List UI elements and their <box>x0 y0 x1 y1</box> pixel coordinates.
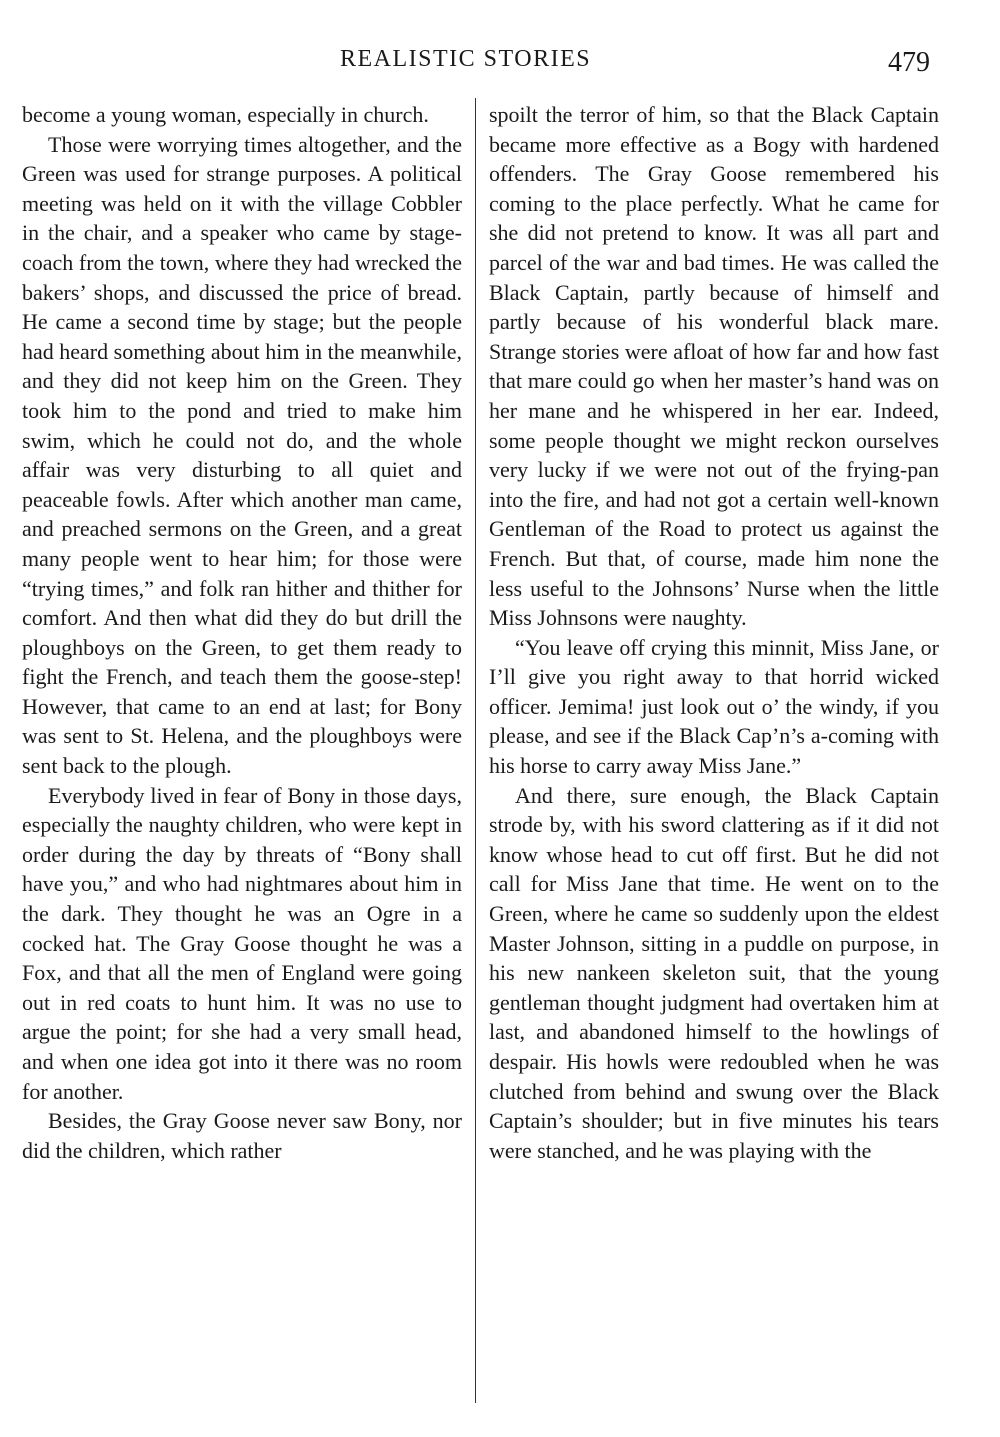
page-number: 479 <box>888 47 930 78</box>
right-column <box>489 100 939 1165</box>
column-divider <box>475 98 476 1403</box>
running-head <box>0 44 1000 84</box>
right-paragraph-2: “You leave off crying this minnit, Miss Jane, or I’ll give you right away to that horrid wicked officer. Jemima! just look out o’ the windy, if you please, and see if the Black Cap’n’s a-coming with his horse to carry away Miss Jane.” <box>489 634 939 779</box>
left-paragraph-4: Besides, the Gray Goose never saw Bony, nor did the children, which rather <box>22 1108 462 1163</box>
running-title: REALISTIC STORIES <box>340 46 592 72</box>
left-paragraph-3: Everybody lived in fear of Bony in those days, especially the naughty children, who were kept in order during the day by threats of “Bony shall have you,” and who had nightmares about him in the dark. They thought he was an Ogre in a cocked hat. The Gray Goose thought he was a Fox, and that all the men of England were going out in red coats to hunt him. It was no use to argue the point; for she had a very small head, and when one idea got into it there was no room for another. <box>22 782 462 1104</box>
right-paragraph-1: spoilt the terror of him, so that the Black Captain became more effective as a Bogy with hardened offenders. The Gray Goose remembered his coming to the place perfectly. What he came for she did not pretend to know. It was all part and parcel of the war and bad times. He was called the Black Captain, partly because of himself and partly because of his wonderful black mare. Strange stories were afloat of how far and how fast that mare could go when her master’s hand was on her mane and he whispered in her ear. Indeed, some people thought we might reckon ourselves very lucky if we were not out of the frying-pan into the fire, and had not got a certain well-known Gentleman of the Road to protect us against the French. But that, of course, made him none the less useful to the Johnsons’ Nurse when the little Miss Johnsons were naughty. <box>489 102 939 631</box>
left-paragraph-2: Those were worrying times altogether, and the Green was used for strange purposes. A political meeting was held on it with the village Cobbler in the chair, and a speaker who came by stage-coach from the town, where they had wrecked the bakers’ shops, and discussed the price of bread. He came a second time by stage; but the people had heard something about him in the meanwhile, and they did not keep him on the Green. They took him to the pond and tried to make him swim, which he could not do, and the whole affair was very disturbing to all quiet and peaceable fowls. After which another man came, and preached sermons on the Green, and a great many people went to hear him; for those were “trying times,” and folk ran hither and thither for comfort. And then what did they do but drill the ploughboys on the Green, to get them ready to fight the French, and teach them the goose-step! However, that came to an end at last; for Bony was sent to St. Helena, and the ploughboys were sent back to the plough. <box>22 131 462 779</box>
left-column <box>22 100 462 1165</box>
left-paragraph-1: become a young woman, especially in church. <box>22 102 429 127</box>
right-paragraph-3: And there, sure enough, the Black Captain strode by, with his sword clattering as if it did not know whose head to cut off first. But he did not call for Miss Jane that time. He went on to the Green, where he came so suddenly upon the eldest Master Johnson, sitting in a puddle on purpose, in his new nankeen skeleton suit, that the young gentleman thought judgment had overtaken him at last, and abandoned himself to the howlings of despair. His howls were redoubled when he was clutched from behind and swung over the Black Captain’s shoulder; but in five minutes his tears were stanched, and he was playing with the <box>489 782 939 1163</box>
